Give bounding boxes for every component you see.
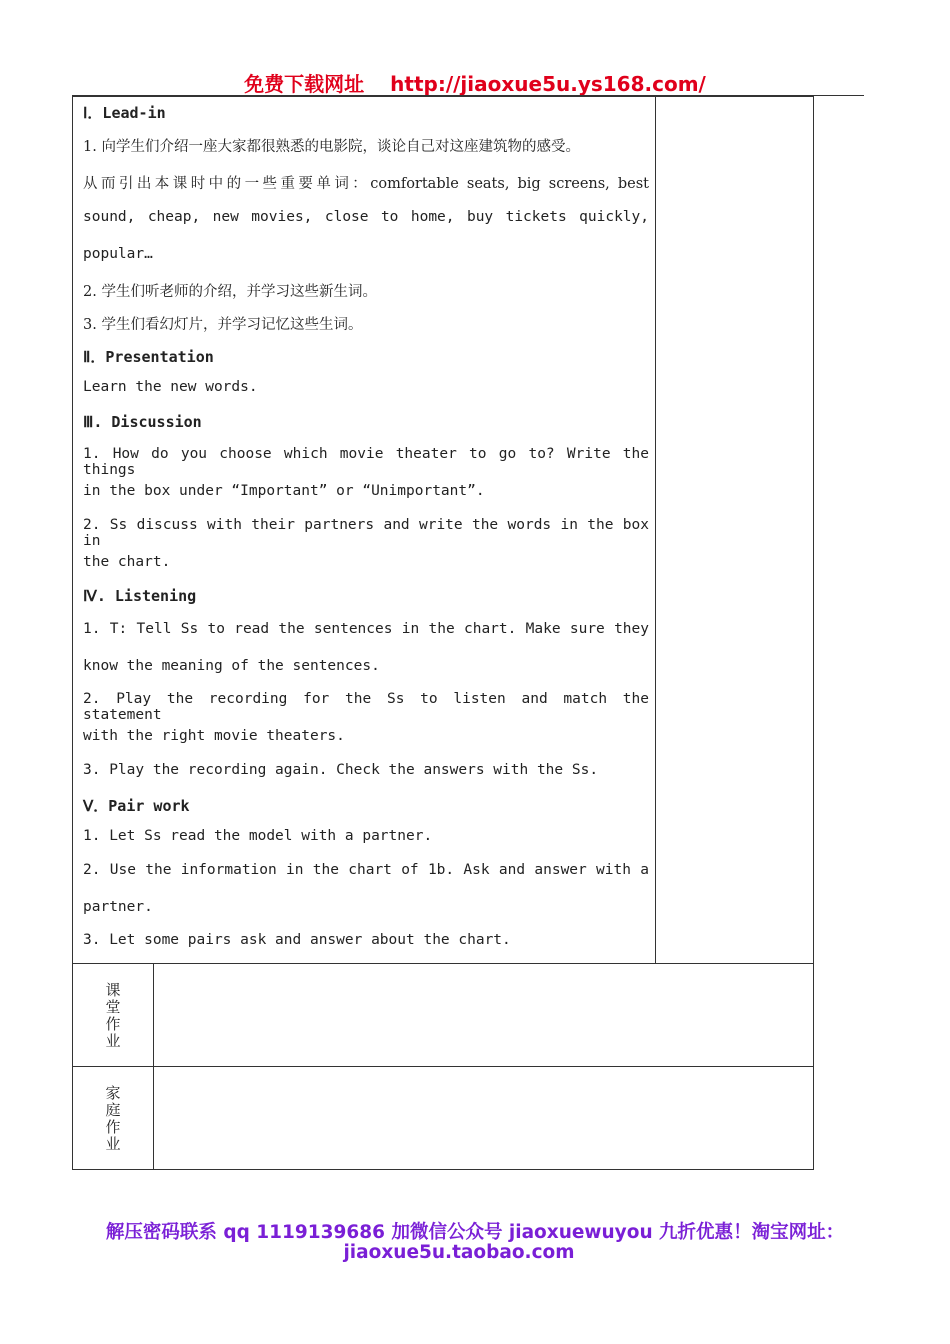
lesson-line: 1. Let Ss read the model with a partner. (83, 828, 433, 844)
lesson-line: partner. (83, 899, 153, 915)
footer-shop-link[interactable]: jiaoxue5u.taobao.com (343, 1242, 575, 1263)
footer-contact: 解压密码联系 qq 1119139686 加微信公众号 jiaoxuewuyou 九折优惠！淘宝网址： (105, 1222, 845, 1243)
header-url-link[interactable]: http://jiaoxue5u.ys168.com/ (390, 72, 706, 96)
header-banner (0, 68, 950, 97)
lesson-line: 2. Use the information in the chart of 1b. Ask and answer with a (83, 862, 649, 878)
lesson-line: 从而引出本课时中的一些重要单词：comfortable seats, big screens, best (83, 176, 649, 192)
lesson-line: with the right movie theaters. (83, 728, 345, 744)
section-heading: Ⅳ. Listening (83, 587, 197, 605)
section-heading: Ⅴ．Pair work (83, 797, 190, 815)
lesson-line: popular… (83, 246, 153, 262)
section-heading: Ⅲ. Discussion (83, 413, 202, 431)
lesson-line: 1. T: Tell Ss to read the sentences in the chart. Make sure they (83, 621, 649, 637)
section-heading: Ⅱ．Presentation (83, 348, 214, 366)
lesson-line: 2. 学生们听老师的介绍，并学习这些新生词。 (83, 284, 377, 300)
lesson-line: know the meaning of the sentences. (83, 658, 380, 674)
homework-content-cell[interactable] (154, 1067, 814, 1170)
section-heading: Ⅰ．Lead-in (83, 104, 166, 122)
homework-label-cell (73, 1067, 154, 1170)
lesson-line: 3. Play the recording again. Check the answers with the Ss. (83, 762, 599, 778)
lesson-line: sound, cheap, new movies, close to home, buy tickets quickly, (83, 209, 649, 225)
lesson-line: the chart. (83, 554, 171, 570)
notes-cell (656, 97, 814, 964)
lesson-line: in the box under “Important” or “Unimportant”. (83, 483, 485, 499)
lesson-line: 1. How do you choose which movie theater to go to? Write the things (83, 446, 649, 478)
classwork-content-cell[interactable] (154, 964, 814, 1067)
lesson-table (72, 96, 814, 1170)
lesson-line: Learn the new words. (83, 379, 258, 395)
lesson-content-cell (73, 97, 656, 964)
lesson-line: 3. 学生们看幻灯片，并学习记忆这些生词。 (83, 317, 363, 333)
lesson-line: 3. Let some pairs ask and answer about the chart. (83, 932, 511, 948)
lesson-line: 1. 向学生们介绍一座大家都很熟悉的电影院，谈论自己对这座建筑物的感受。 (83, 139, 580, 155)
lesson-line: 2. Ss discuss with their partners and write the words in the box in (83, 517, 649, 549)
header-title: 免费下载网址 (244, 72, 365, 96)
homework-label: 家 庭 作 业 (105, 1084, 121, 1153)
classwork-label-cell (73, 964, 154, 1067)
classwork-label: 课 堂 作 业 (105, 981, 121, 1050)
lesson-line: 2. Play the recording for the Ss to listen and match the statement (83, 691, 649, 723)
